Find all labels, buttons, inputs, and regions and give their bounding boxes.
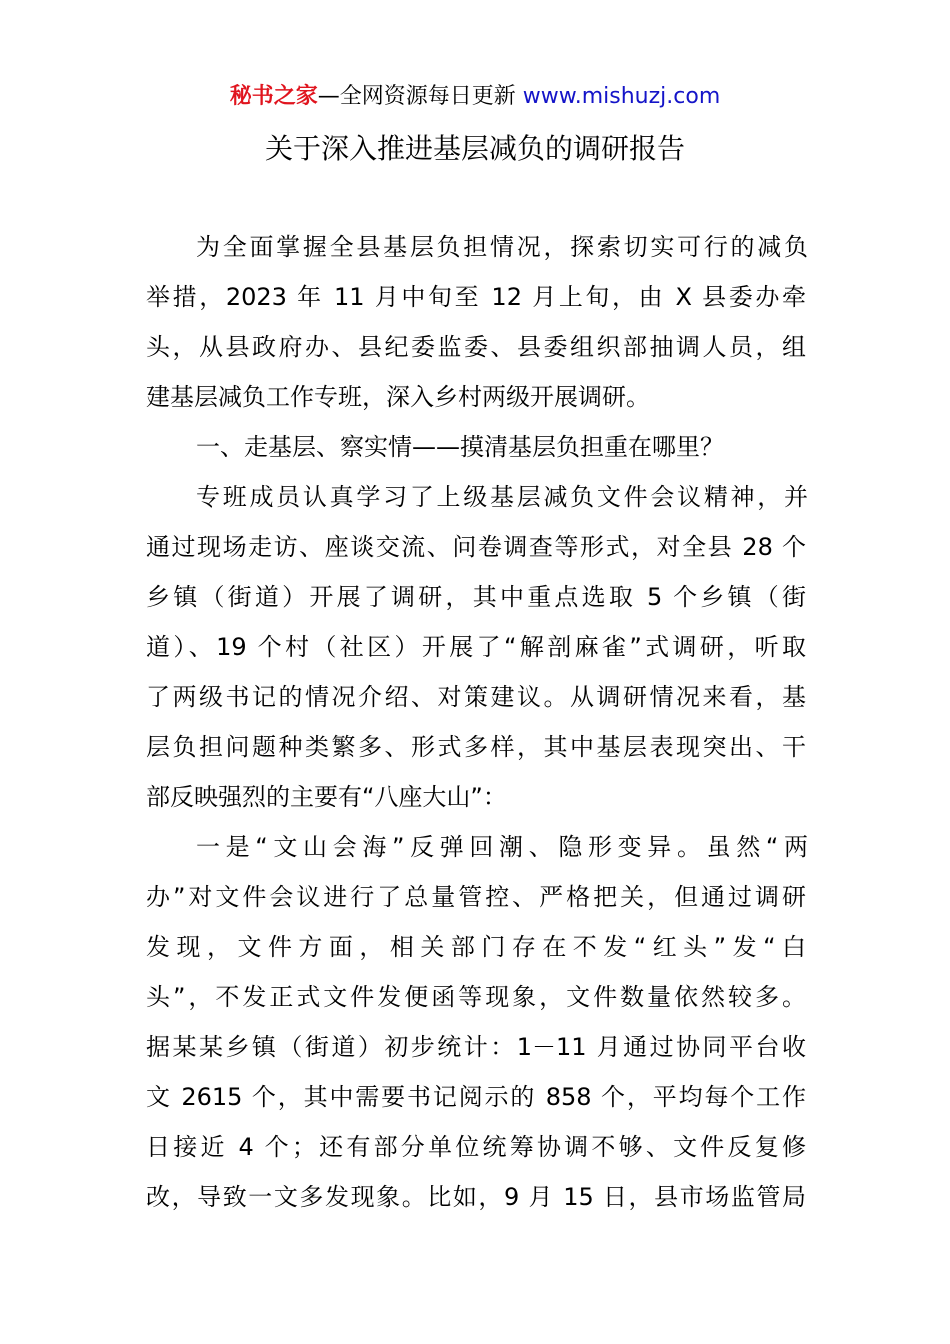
paragraph-line: 专班成员认真学习了上级基层减负文件会议精神，并 <box>196 483 808 511</box>
paragraph-line: 发现，文件方面，相关部门存在不发“红头”发“白 <box>146 933 806 961</box>
paragraph-line: 一是“文山会海”反弹回潮、隐形变异。虽然“两 <box>196 833 808 861</box>
site-url-link[interactable]: www.mishuzj.com <box>522 84 721 109</box>
paragraph-line: 头”，不发正式文件发便函等现象，文件数量依然较多。 <box>146 983 806 1011</box>
document-body <box>0 222 950 1222</box>
paragraph-line: 文 2615 个，其中需要书记阅示的 858 个，平均每个工作 <box>146 1083 806 1111</box>
site-tagline: —全网资源每日更新 <box>317 84 523 109</box>
paragraph-line: 道）、19 个村（社区）开展了“解剖麻雀”式调研，听取 <box>146 633 806 661</box>
paragraph-line: 举措，2023 年 11 月中旬至 12 月上旬，由 X 县委办牵 <box>146 283 806 311</box>
paragraph-line: 了两级书记的情况介绍、对策建议。从调研情况来看，基 <box>146 683 806 711</box>
paragraph-line: 据某某乡镇（街道）初步统计：1－11 月通过协同平台收 <box>146 1033 806 1061</box>
paragraph-line: 建基层减负工作专班，深入乡村两级开展调研。 <box>146 383 650 411</box>
paragraph-line: 办”对文件会议进行了总量管控、严格把关，但通过调研 <box>146 883 806 911</box>
paragraph-line: 为全面掌握全县基层负担情况，探索切实可行的减负 <box>196 233 808 261</box>
paragraph-line: 乡镇（街道）开展了调研，其中重点选取 5 个乡镇（街 <box>146 583 806 611</box>
paragraph-line: 部反映强烈的主要有“八座大山”： <box>146 783 507 811</box>
site-header <box>0 80 950 114</box>
site-brand: 秘书之家 <box>229 84 318 109</box>
paragraph-line: 层负担问题种类繁多、形式多样，其中基层表现突出、干 <box>146 733 806 761</box>
paragraph-line: 通过现场走访、座谈交流、问卷调查等形式，对全县 28 个 <box>146 533 806 561</box>
section-heading: 一、走基层、察实情——摸清基层负担重在哪里？ <box>196 433 724 461</box>
paragraph-line: 头，从县政府办、县纪委监委、县委组织部抽调人员，组 <box>146 333 806 361</box>
paragraph-line: 日接近 4 个；还有部分单位统筹协调不够、文件反复修 <box>146 1133 806 1161</box>
document-title: 关于深入推进基层减负的调研报告 <box>264 132 685 165</box>
paragraph-line: 改，导致一文多发现象。比如，9 月 15 日，县市场监管局 <box>146 1183 806 1211</box>
